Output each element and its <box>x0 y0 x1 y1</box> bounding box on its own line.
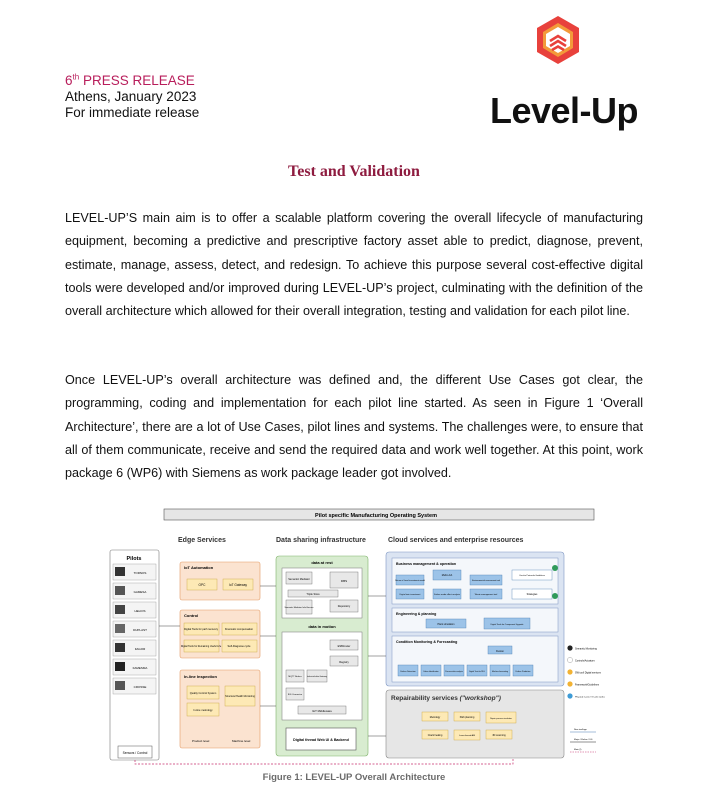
svg-text:IDS Connector: IDS Connector <box>287 694 303 696</box>
edge-title: Edge Services <box>178 537 226 544</box>
repair-title: Repairability services <box>391 695 458 702</box>
svg-text:data in motion: data in motion <box>308 624 336 629</box>
pilot-item <box>113 678 156 694</box>
release-note: For immediate release <box>65 105 200 120</box>
svg-text:OPC: OPC <box>198 583 206 587</box>
svg-text:Repair process simulation: Repair process simulation <box>490 718 512 720</box>
svg-text:IIoT Middleware: IIoT Middleware <box>312 709 332 713</box>
pilot-item <box>113 564 156 580</box>
svg-text:Structural Health Monitoring: Structural Health Monitoring <box>225 695 255 698</box>
location-date: Athens, January 2023 <box>65 89 197 104</box>
svg-text:Condition Monitoring & Forecas: Condition Monitoring & Forecasting <box>396 640 458 644</box>
svg-text:data at rest: data at rest <box>311 560 333 565</box>
svg-text:Triple Store: Triple Store <box>306 593 320 596</box>
svg-text:HELIOS: HELIOS <box>134 609 146 613</box>
svg-text:FAMESMA: FAMESMA <box>132 666 148 670</box>
sensors-label: Sensors / Control <box>122 751 148 755</box>
pilot-item <box>113 640 156 656</box>
svg-text:Circular Protocols Guidelines: Circular Protocols Guidelines <box>519 575 545 577</box>
svg-text:Machine level: Machine level <box>232 739 251 743</box>
svg-text:IoT Gateway: IoT Gateway <box>228 583 248 587</box>
press-header <box>65 73 199 121</box>
logo-wordmark: Level-Up <box>490 90 639 131</box>
svg-text:In-line Inspection: In-line Inspection <box>184 674 217 679</box>
svg-text:Metrology: Metrology <box>429 716 441 719</box>
svg-text:Framework/Guidelines: Framework/Guidelines <box>575 683 599 687</box>
figure-legend <box>567 645 605 752</box>
pilots-title: Pilots <box>126 556 142 562</box>
svg-text:Control: Control <box>184 613 199 618</box>
svg-text:Business management & operatio: Business management & operation <box>396 562 457 566</box>
svg-text:MQTT Broker: MQTT Broker <box>288 676 302 678</box>
svg-text:Fusion: Fusion <box>496 650 504 653</box>
svg-text:New tool/app: New tool/app <box>574 729 587 731</box>
svg-text:TORNOS: TORNOS <box>133 571 147 575</box>
svg-text:Digital Tools for Component Up: Digital Tools for Component Upgrade <box>490 624 524 626</box>
pilot-item <box>113 659 156 675</box>
pilot-item <box>113 602 156 618</box>
os-top-bar: Pilot specific Manufacturing Operating System <box>315 513 437 519</box>
svg-text:Kinematic compensation: Kinematic compensation <box>224 628 254 631</box>
svg-text:Process data analysis: Process data analysis <box>445 671 463 673</box>
svg-text:Digital Tools for Remaining Us: Digital Tools for Remaining Useful Life <box>180 645 222 648</box>
svg-text:DBS: DBS <box>340 579 348 583</box>
paragraph-1: LEVEL-UP’S main aim is to offer a scalable platform covering the overall lifecycle of manufacturing equipment, becoming a predictive and prescriptive factory asset able to predict, diagnose, prevent, estimate, manage, assess, detect, and redesign. To achieve this purpose several cost-effective digital tools were developed and/or improved during LEVEL-UP’s project, culminating with the definition of the overall architecture which allowed for their overall integration, testing and validation for each pilot line. <box>65 211 643 319</box>
pilot-item <box>113 621 156 637</box>
pilot-list <box>113 564 156 694</box>
stacked-chevrons-hexagon-icon <box>534 14 582 66</box>
svg-text:Return of Level investment mod: Return of Level investment model <box>395 580 425 582</box>
svg-text:Multi-LCA: Multi-LCA <box>441 574 453 577</box>
paragraph-2: Once LEVEL-UP’s overall architecture was defined and, the different Use Cases got clear, the programming, coding and implementation for each pilot line started. As seen in Figure 1 ‘Overall Architecture’, there are a lot of Use Cases, pilot lines and systems. The challenges were, to ensure that all of them communicate, receive and send the required data and work well together. At this point, work package 6 (WP6) with Siemens as work package leader got involved. <box>65 373 643 481</box>
page-title: Test and Validation <box>288 163 420 180</box>
svg-text:Path planning: Path planning <box>459 716 475 719</box>
svg-text:Engineering & planning: Engineering & planning <box>396 612 437 616</box>
svg-text:Failure Identification: Failure Identification <box>423 671 439 673</box>
svg-text:Failure Detection: Failure Detection <box>400 671 416 673</box>
svg-text:Machine forecasting: Machine forecasting <box>491 671 509 673</box>
svg-text:Plant simulation: Plant simulation <box>437 623 455 626</box>
figure-caption: Figure 1: LEVEL-UP Overall Architecture <box>262 772 446 783</box>
svg-text:Strategies: Strategies <box>526 593 538 596</box>
svg-text:Semantic Mediator Info-Service: Semantic Mediator Info-Service <box>284 607 314 609</box>
svg-text:3D scanning: 3D scanning <box>492 734 506 737</box>
svg-text:FAGOR: FAGOR <box>134 647 146 651</box>
svg-text:Failure mode effect analysis: Failure mode effect analysis <box>434 594 460 596</box>
svg-text:ESB/router: ESB/router <box>337 645 351 648</box>
svg-text:Waste management tool: Waste management tool <box>474 594 498 596</box>
svg-text:Laser-based AM: Laser-based AM <box>459 735 475 737</box>
pilot-item <box>113 583 156 599</box>
svg-text:SW tool/ Digital services: SW tool/ Digital services <box>575 671 601 675</box>
svg-text:Semantic Mediator: Semantic Mediator <box>288 578 310 581</box>
svg-text:Self-Diagnose cycle: Self-Diagnose cycle <box>227 645 251 648</box>
release-number: 6th PRESS RELEASE <box>65 72 195 88</box>
svg-text:Digital twin investment: Digital twin investment <box>399 594 421 596</box>
svg-text:Repairability services ("works: Repairability services ("workshop") <box>391 695 501 702</box>
svg-text:Controls/Actuators: Controls/Actuators <box>575 659 595 663</box>
svg-text:Major / Refine / DS: Major / Refine / DS <box>574 739 593 741</box>
svg-text:Semantic Monitoring: Semantic Monitoring <box>575 647 597 651</box>
architecture-figure <box>108 506 605 766</box>
data-sharing-title: Data sharing infrastructure <box>276 537 366 544</box>
digital-thread: Digital thread Web UI & Backend <box>293 738 349 742</box>
svg-text:Crack healing: Crack healing <box>427 734 443 737</box>
svg-text:Registry: Registry <box>339 661 349 664</box>
svg-text:Product level: Product level <box>192 739 210 743</box>
svg-text:Main (I): Main (I) <box>574 749 582 751</box>
svg-text:Environmental assessment tool: Environmental assessment tool <box>472 580 500 582</box>
cloud-title: Cloud services and enterprise resources <box>388 537 524 544</box>
svg-text:GAMESA: GAMESA <box>133 590 147 594</box>
svg-text:Repository: Repository <box>337 605 351 608</box>
svg-text:Digital Tools for path recover: Digital Tools for path recovery <box>183 628 219 631</box>
svg-text:DUPLAST: DUPLAST <box>133 628 147 632</box>
svg-text:CROSSE: CROSSE <box>133 685 147 689</box>
svg-text:Failure Prediction: Failure Prediction <box>515 671 531 673</box>
svg-text:Quality Control System: Quality Control System <box>189 692 217 695</box>
svg-text:Industrial data Gateway: Industrial data Gateway <box>307 676 327 678</box>
level-up-logo <box>490 14 640 131</box>
svg-text:Physical in-situ / On-site wor: Physical in-situ / On-site works <box>575 696 605 699</box>
svg-text:Digital Twin for RUL: Digital Twin for RUL <box>469 671 485 673</box>
svg-text:IoT Automation: IoT Automation <box>184 565 214 570</box>
svg-text:In-line metrology: In-line metrology <box>193 709 213 712</box>
